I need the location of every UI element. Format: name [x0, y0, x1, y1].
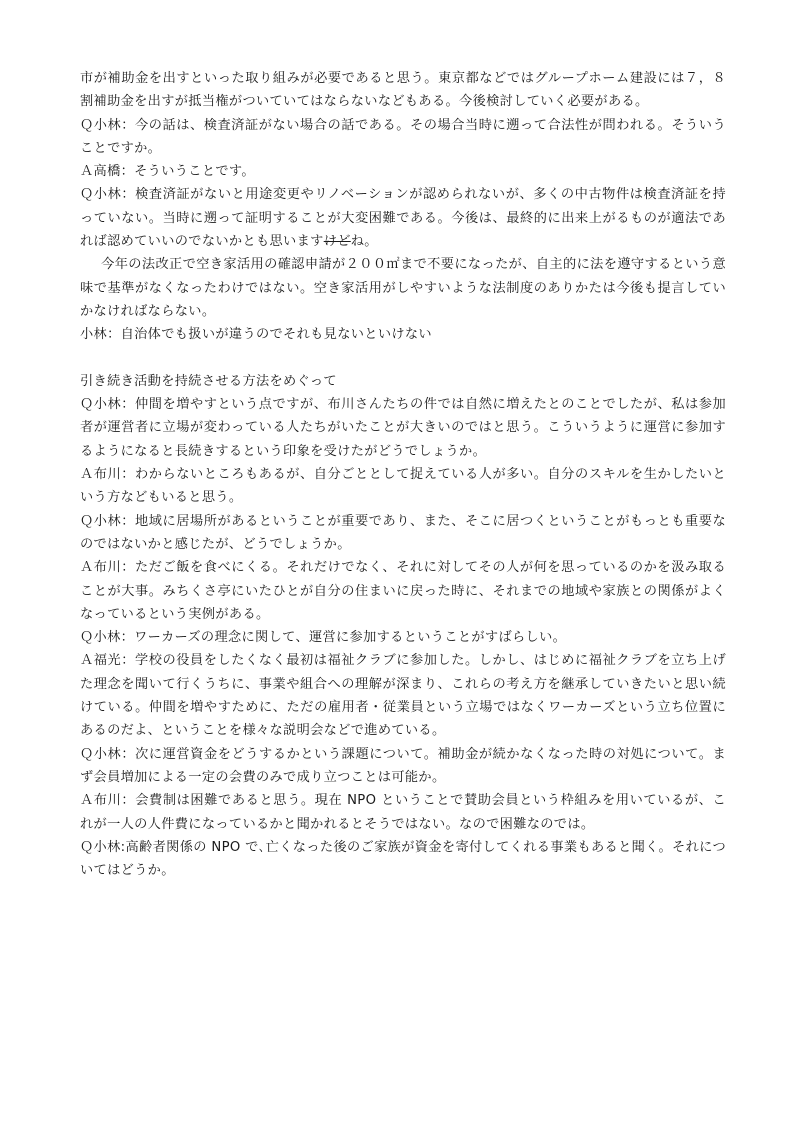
question-kobayashi-place: Ｑ小林：地域に居場所があるということが重要であり、また、そこに居つくということがもっとも重要なのではないかと感じたが、どうでしょうか。	[80, 513, 726, 552]
remark-kobayashi-municipality: 小林：自治体でも扱いが違うのでそれも見ないといけない	[80, 327, 432, 343]
question-kobayashi-workers: Ｑ小林：ワーカーズの理念に関して、運営に参加するということがすばらしい。	[80, 630, 567, 646]
answer-nunokawa-ownership: Ａ布川：わからないところもあるが、自分ごととして捉えている人が多い。自分のスキルを生かしたいという方などもいると思う。	[80, 467, 726, 506]
question-kobayashi-inspection: Ｑ小林：今の話は、検査済証がない場合の話である。その場合当時に遡って合法性が問われる。そういうことですか。	[80, 117, 726, 156]
answer-nunokawa-michikusa: Ａ布川：ただご飯を食べにくる。それだけでなく、それに対してその人が何を思っているのかを汲み取ることが大事。みちくさ亭にいたひとが自分の住まいに戻った時に、それまでの地域や家族との関係がよくなっているという実例がある。	[80, 560, 726, 622]
blank-line	[80, 347, 726, 370]
paragraph-law-revision: 今年の法改正で空き家活用の確認申請が２００㎡まで不要になったが、自主的に法を遵守するという意味で基準がなくなったわけではない。空き家活用がしやすいような法制度のありかたは今後も提言していかなければならない。	[80, 257, 726, 319]
question-kobayashi-members: Ｑ小林：仲間を増やすという点ですが、布川さんたちの件では自然に増えたとのことでしたが、私は参加者が運営者に立場が変わっている人たちがいたことが大きいのではと思う。こういうように運営に参加するようになると長続きするという印象を受けたがどうでしょうか。	[80, 397, 726, 459]
renovation-text-end: ね。	[350, 234, 378, 250]
document-body	[80, 67, 726, 882]
section-heading: 引き続き活動を持続させる方法をめぐって	[80, 373, 337, 389]
answer-fukumitsu: Ａ福光：学校の役員をしたくなく最初は福祉クラブに参加した。しかし、はじめに福祉クラブを立ち上げた理念を聞いて行くうちに、事業や組合への理解が深まり、これらの考え方を継承していきたいと思い続けている。仲間を増やすために、ただの雇用者・従業員という立場ではなくワーカーズという立ち位置にあるのだよ、ということを様々な説明会などで進めている。	[80, 653, 726, 739]
question-kobayashi-renovation	[80, 183, 726, 253]
struck-text: けど	[323, 234, 351, 250]
answer-takahashi: Ａ高橋：そういうことです。	[80, 164, 255, 180]
paragraph-subsidy-intro: 市が補助金を出すといった取り組みが必要であると思う。東京都などではグループホーム建設には７，８割補助金を出すが抵当権がついていてはならないなどもある。今後検討していく必要がある。	[80, 71, 726, 110]
answer-nunokawa-fees: Ａ布川：会費制は困難であると思う。現在 NPO ということで賛助会員という枠組みを用いているが、これが一人の人件費になっているかと聞かれるとそうではない。なので困難なのでは。	[80, 793, 726, 832]
renovation-text: Ｑ小林：検査済証がないと用途変更やリノベーションが認められないが、多くの中古物件は検査済証を持っていない。当時に遡って証明することが大変困難である。今後は、最終的に出来上がるものが適法であれば認めていいのでないかとも思います	[80, 187, 726, 250]
question-kobayashi-donation: Ｑ小林:高齢者関係の NPO で､亡くなった後のご家族が資金を寄付してくれる事業もあると聞く。それについてはどうか。	[80, 839, 726, 879]
question-kobayashi-funding: Ｑ小林：次に運営資金をどうするかという課題について。補助金が続かなくなった時の対処について。まず会員増加による一定の会費のみで成り立つことは可能か。	[80, 746, 726, 785]
